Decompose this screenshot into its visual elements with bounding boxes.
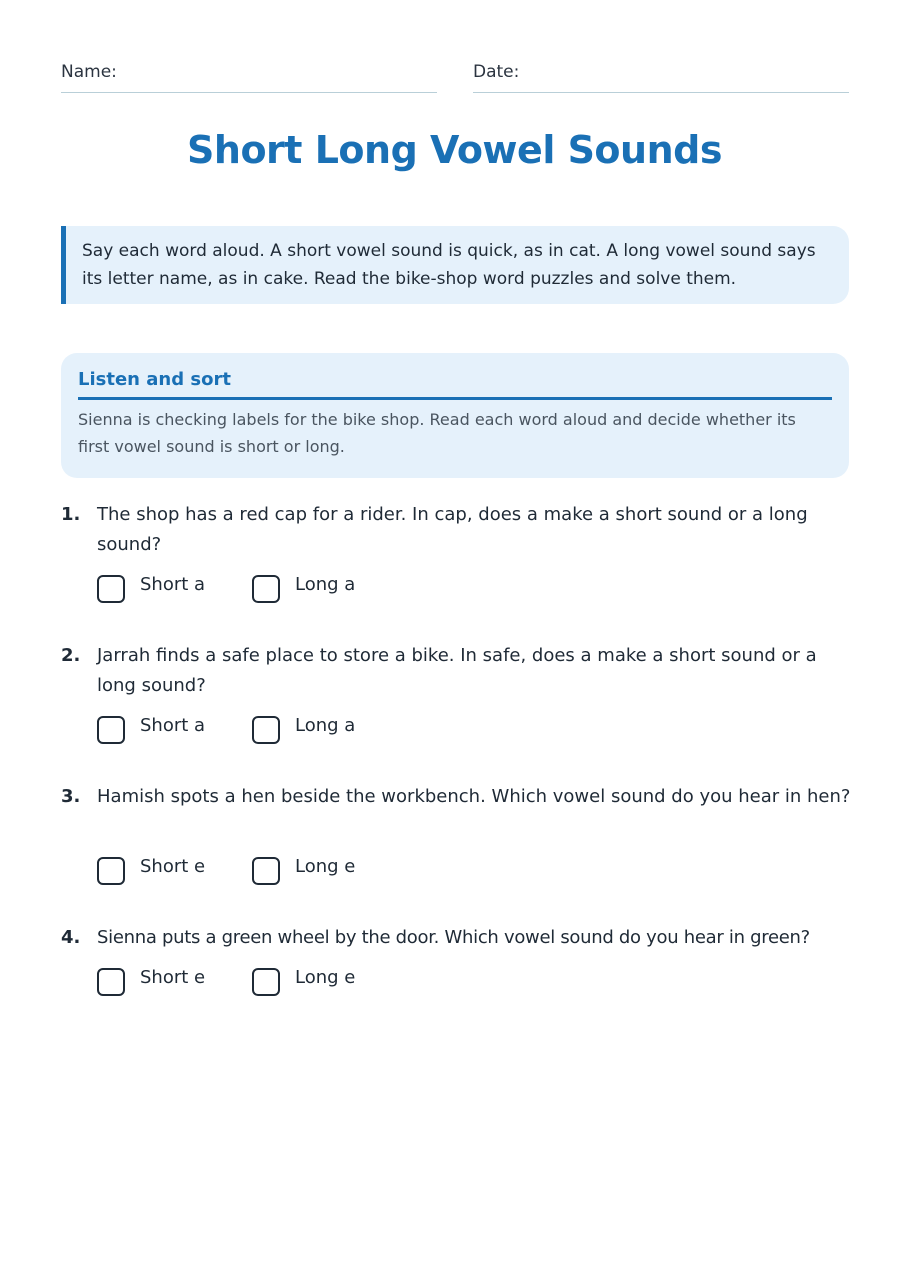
- question-number: 3.: [61, 786, 81, 807]
- checkbox[interactable]: [252, 968, 280, 996]
- option-label: Short a: [140, 715, 206, 736]
- checkbox[interactable]: [97, 716, 125, 744]
- date-field[interactable]: [473, 62, 849, 93]
- section-box: [61, 353, 849, 478]
- option-label: Short e: [140, 856, 206, 877]
- question-text: Sienna puts a green wheel by the door. Which vowel sound do you hear in green?: [97, 927, 810, 948]
- option-label: Short a: [140, 574, 206, 595]
- option-label: Long e: [295, 856, 356, 877]
- checkbox[interactable]: [97, 575, 125, 603]
- option-label: Short e: [140, 967, 206, 988]
- option-label: Long a: [295, 715, 356, 736]
- option-label: Long a: [295, 574, 356, 595]
- question-text: Jarrah finds a safe place to store a bike. In safe, does a make a short sound or a long sound?: [97, 645, 817, 696]
- date-label: Date:: [473, 62, 520, 82]
- question-number: 1.: [61, 504, 81, 525]
- instructions-box: Say each word aloud. A short vowel sound is quick, as in cat. A long vowel sound says its letter name, as in cake. Read the bike-shop word puzzles and solve them.: [61, 226, 849, 304]
- checkbox[interactable]: [97, 968, 125, 996]
- option-label: Long e: [295, 967, 356, 988]
- section-heading: Listen and sort: [78, 369, 832, 400]
- checkbox[interactable]: [97, 857, 125, 885]
- checkbox[interactable]: [252, 716, 280, 744]
- checkbox[interactable]: [252, 857, 280, 885]
- checkbox[interactable]: [252, 575, 280, 603]
- question-number: 4.: [61, 927, 81, 948]
- question-number: 2.: [61, 645, 81, 666]
- name-field[interactable]: [61, 62, 437, 93]
- page-title: Short Long Vowel Sounds: [187, 128, 722, 172]
- name-label: Name:: [61, 62, 117, 82]
- section-description: Sienna is checking labels for the bike shop. Read each word aloud and decide whether its first vowel sound is short or long.: [78, 410, 796, 456]
- question-text: The shop has a red cap for a rider. In cap, does a make a short sound or a long sound?: [97, 504, 808, 555]
- question-text: Hamish spots a hen beside the workbench. Which vowel sound do you hear in hen?: [97, 786, 851, 807]
